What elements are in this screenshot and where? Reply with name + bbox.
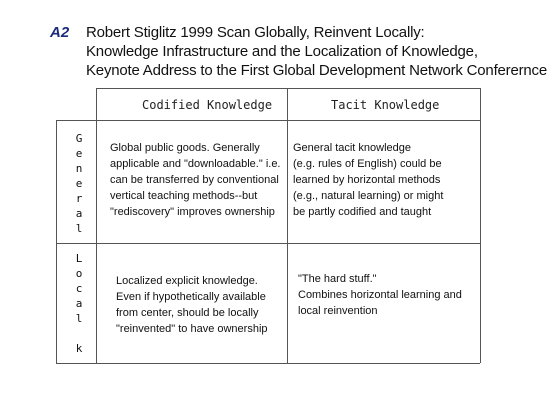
column-divider [287,88,288,363]
title-line-1: Robert Stiglitz 1999 Scan Globally, Reinvent Locally: [86,24,425,41]
cell-general-codified: Global public goods. Generally applicable and "downloadable." i.e. can be transferred by conventional vertical teaching methods--but "rediscovery" improves ownership [110,142,281,218]
title-line-2: Knowledge Infrastructure and the Localization of Knowledge, [86,43,478,60]
table-bottom-border [56,363,480,364]
cell-local-tacit: "The hard stuff." Combines horizontal learning and local reinvention [298,273,462,317]
label-column-right-border [96,88,97,363]
cell-general-tacit: General tacit knowledge (e.g. rules of English) could be learned by horizontal methods (e.g., natural learning) or might be partly codified and taught [293,142,444,218]
table-right-border [480,88,481,363]
column-header-tacit: Tacit Knowledge [331,98,440,112]
title-line-3: Keynote Address to the First Global Development Network Conferernce [86,62,547,79]
column-header-codified: Codified Knowledge [142,98,273,112]
table-row-divider [56,243,480,244]
row-label-general: G e n e r a l [75,132,83,235]
slide-tag: A2 [50,24,70,41]
row-label-local: L o c a l k [75,252,83,355]
table-top-border [96,88,480,89]
label-column-left-border [56,120,57,363]
table-header-border [56,120,480,121]
cell-local-codified: Localized explicit knowledge. Even if hypothetically available from center, should be locally "reinvented" to have ownership [116,275,268,335]
